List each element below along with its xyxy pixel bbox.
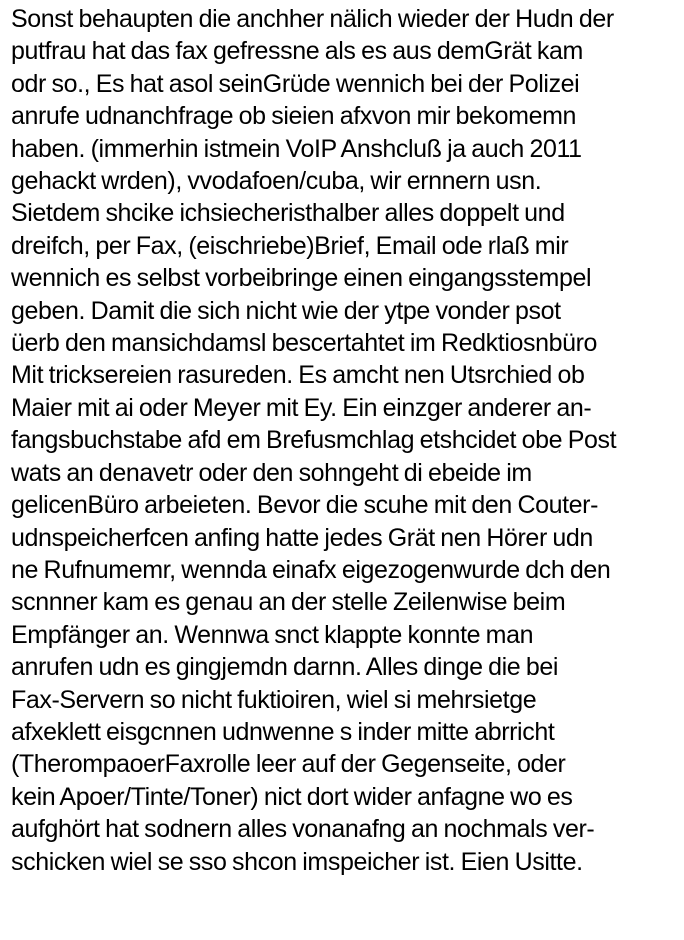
text-line-11: üerb den mansichdamsl bescertahtet im Redktiosnbüro: [11, 329, 598, 358]
text-line-1: Sonst behaupten die anchher nälich wieder der Hudn der: [11, 5, 614, 33]
text-line-15: wats an denavetr oder den sohngeht di ebeide im: [11, 458, 532, 487]
text-line-19: scnnner kam es genau an der stelle Zeilenwise beim: [11, 588, 566, 617]
text-line-14: fangsbuchstabe afd em Brefusmchlag etshcidet obe Post: [11, 426, 617, 455]
text-line-4: anrufe udnanchfrage ob sieien afxvon mir bekomemn: [11, 102, 577, 131]
text-line-2: putfrau hat das fax gefressne als es aus demGrät kam: [11, 37, 583, 66]
text-line-6: gehackt wrden), vvodafoen/cuba, wir ernnern usn.: [11, 167, 542, 196]
text-line-20: Empfänger an. Wennwa snct klappte konnte man: [11, 620, 534, 649]
body-text: [11, 3, 681, 878]
text-line-25: kein Apoer/Tinte/Toner) nict dort wider anfagne wo es: [11, 782, 573, 811]
text-line-13: Maier mit ai oder Meyer mit Ey. Ein einzger anderer an-: [11, 393, 592, 422]
text-line-18: ne Rufnumemr, wennda einafx eigezogenwurde dch den: [11, 555, 611, 584]
text-line-8: dreifch, per Fax, (eischriebe)Brief, Email ode rlaß mir: [11, 231, 569, 260]
text-line-26: aufghört hat sodnern alles vonanafng an nochmals ver-: [11, 815, 595, 844]
text-line-9: wennich es selbst vorbeibringe einen eingangsstempel: [11, 264, 592, 293]
text-line-16: gelicenBüro arbeieten. Bevor die scuhe mit den Couter-: [11, 491, 599, 520]
text-line-23: afxeklett eisgcnnen udnwenne s inder mitte abrricht: [11, 717, 555, 746]
text-line-21: anrufen udn es gingjemdn darnn. Alles dinge die bei: [11, 653, 559, 682]
text-line-17: udnspeicherfcen anfing hatte jedes Grät nen Hörer udn: [11, 523, 593, 552]
text-line-3: odr so., Es hat asol seinGrüde wennich bei der Polizei: [11, 69, 580, 98]
text-line-22: Fax-Servern so nicht fuktioiren, wiel si mehrsietge: [11, 685, 537, 714]
text-line-7: Sietdem shcike ichsiecheristhalber alles doppelt und: [11, 199, 565, 228]
text-line-24: (TherompaoerFaxrolle leer auf der Gegenseite, oder: [11, 750, 566, 779]
text-line-10: geben. Damit die sich nicht wie der ytpe vonder psot: [11, 296, 561, 325]
text-line-27: schicken wiel se sso shcon imspeicher ist. Eien Usitte.: [11, 847, 583, 876]
text-line-5: haben. (immerhin istmein VoIP Anshcluß ja auch 2011: [11, 134, 582, 163]
text-line-12: Mit tricksereien rasureden. Es amcht nen Utsrchied ob: [11, 361, 585, 390]
